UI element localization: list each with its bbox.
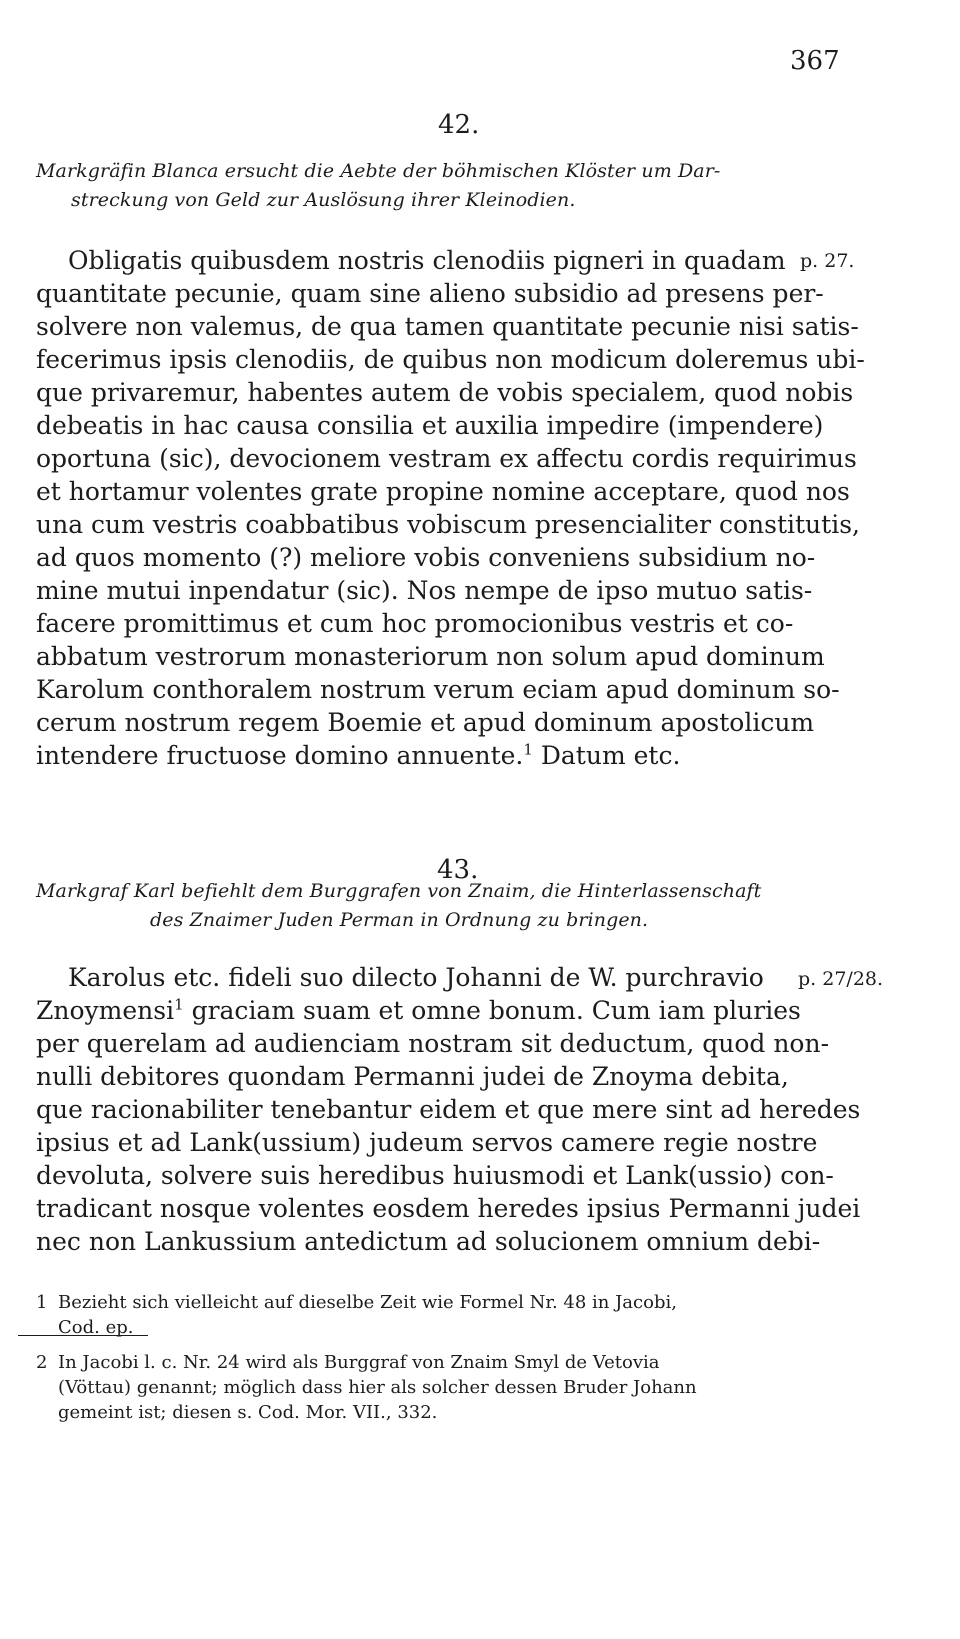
body-line: tradicant nosque volentes eosdem heredes ipsius Permanni judei [36, 1194, 861, 1223]
document-number: 42. [438, 110, 480, 140]
body-line: nulli debitores quondam Permanni judei de Znoyma debita, [36, 1062, 789, 1091]
body-line: Karolus etc. fideli suo dilecto Johanni de W. purchravio [68, 963, 764, 992]
body-line: una cum vestris coabbatibus vobiscum presencialiter constitutis, [36, 510, 860, 539]
body-line: facere promittimus et cum hoc promocionibus vestris et co- [36, 609, 794, 638]
body-line: devoluta, solvere suis heredibus huiusmodi et Lank(ussio) con- [36, 1161, 834, 1190]
document-heading-line: streckung von Geld zur Auslösung ihrer Kleinodien. [71, 189, 576, 211]
footnote-line: Bezieht sich vielleicht auf dieselbe Zeit wie Formel Nr. 48 in Jacobi, [58, 1292, 677, 1313]
document-heading-line: Markgräfin Blanca ersucht die Aebte der böhmischen Klöster um Dar- [36, 160, 721, 182]
body-line: mine mutui inpendatur (sic). Nos nempe de ipso mutuo satis- [36, 576, 813, 605]
footnote-marker: 2 [36, 1352, 48, 1373]
body-text: intendere fructuose domino annuente. [36, 741, 524, 770]
body-line: debeatis in hac causa consilia et auxilia impedire (impendere) [36, 411, 824, 440]
page-number: 367 [790, 46, 840, 76]
body-line: cerum nostrum regem Boemie et apud dominum apostolicum [36, 708, 815, 737]
body-text: graciam suam et omne bonum. Cum iam pluries [191, 996, 801, 1025]
body-line: fecerimus ipsis clenodiis, de quibus non modicum doleremus ubi- [36, 345, 865, 374]
body-line: solvere non valemus, de qua tamen quantitate pecunie nisi satis- [36, 312, 859, 341]
document-heading-line: Markgraf Karl befiehlt dem Burggrafen von Znaim, die Hinterlassenschaft [36, 880, 762, 902]
body-line: per querelam ad audienciam nostram sit deductum, quod non- [36, 1029, 830, 1058]
footnote-marker: 1 [174, 995, 184, 1014]
body-line: ad quos momento (?) meliore vobis conveniens subsidium no- [36, 543, 816, 572]
footnote-line: gemeint ist; diesen s. Cod. Mor. VII., 332. [58, 1402, 438, 1423]
footnote-marker: 1 [36, 1292, 48, 1313]
footnote-line: Cod. ep. [58, 1317, 134, 1338]
body-line: oportuna (sic), devocionem vestram ex affectu cordis requirimus [36, 444, 857, 473]
body-line [36, 996, 801, 1025]
body-text: Datum etc. [540, 741, 681, 770]
footnote-line: (Vöttau) genannt; möglich dass hier als solcher dessen Bruder Johann [58, 1377, 697, 1398]
document-heading-line: des Znaimer Juden Perman in Ordnung zu bringen. [150, 909, 649, 931]
body-line: que privaremur, habentes autem de vobis specialem, quod nobis [36, 378, 854, 407]
body-line: quantitate pecunie, quam sine alieno subsidio ad presens per- [36, 279, 824, 308]
body-line [36, 741, 680, 770]
footnote-line: In Jacobi l. c. Nr. 24 wird als Burggraf von Znaim Smyl de Vetovia [58, 1352, 660, 1373]
body-line: abbatum vestrorum monasteriorum non solum apud dominum [36, 642, 825, 671]
body-line: Obligatis quibusdem nostris clenodiis pigneri in quadam [68, 246, 786, 275]
footnote-marker: 1 [523, 740, 533, 759]
margin-page-reference: p. 27. [800, 250, 855, 272]
body-line: ipsius et ad Lank(ussium) judeum servos camere regie nostre [36, 1128, 818, 1157]
body-line: nec non Lankussium antedictum ad solucionem omnium debi- [36, 1227, 821, 1256]
body-line: Karolum conthoralem nostrum verum eciam apud dominum so- [36, 675, 840, 704]
margin-page-reference: p. 27/28. [798, 968, 884, 990]
body-line: et hortamur volentes grate propine nomine acceptare, quod nos [36, 477, 850, 506]
document-number: 43. [437, 855, 479, 885]
body-text: Znoymensi [36, 996, 175, 1025]
body-line: que racionabiliter tenebantur eidem et que mere sint ad heredes [36, 1095, 861, 1124]
